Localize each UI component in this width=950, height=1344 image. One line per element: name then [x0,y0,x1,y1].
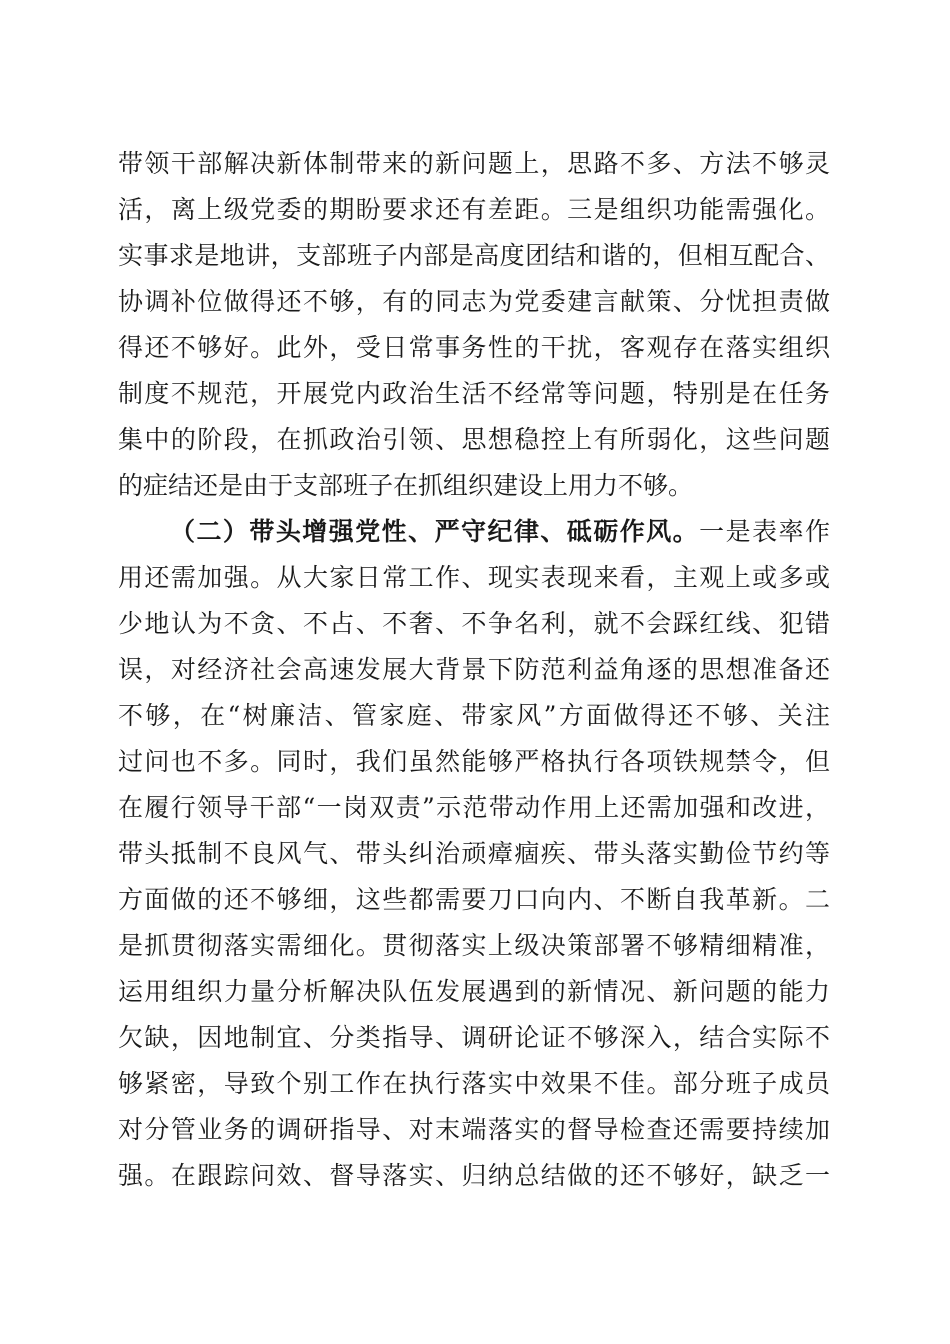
paragraph-party-discipline [118,509,830,1199]
document-body [118,141,830,1199]
text-line: 用还需加强。从大家日常工作、现实表现来看，主观上或多或 [118,563,830,592]
text-line: 欠缺，因地制宜、分类指导、调研论证不够深入，结合实际不 [118,1023,830,1052]
text-line-first [118,509,830,555]
text-line: 强。在跟踪问效、督导落实、归纳总结做的还不够好，缺乏一 [118,1161,830,1190]
paragraph-org-function [118,141,830,509]
section-heading: （二）带头增强党性、严守纪律、砥砺作风。 [170,517,700,546]
text-line: 活，离上级党委的期盼要求还有差距。三是组织功能需强化。 [118,195,830,224]
text-line: 运用组织力量分析解决队伍发展遇到的新情况、新问题的能力 [118,977,830,1006]
text-line: 在履行领导干部“一岗双责”示范带动作用上还需加强和改进， [118,793,830,822]
heading-trailing-text: 一是表率作 [699,517,830,546]
text-line: 过问也不多。同时，我们虽然能够严格执行各项铁规禁令，但 [118,747,830,776]
text-line: 带头抵制不良风气、带头纠治顽瘴痼疾、带头落实勤俭节约等 [118,839,830,868]
text-line: 少地认为不贪、不占、不奢、不争名利，就不会踩红线、犯错 [118,609,830,638]
text-line: 得还不够好。此外，受日常事务性的干扰，客观存在落实组织 [118,333,830,362]
text-line: 实事求是地讲，支部班子内部是高度团结和谐的，但相互配合、 [118,241,830,270]
text-line: 误，对经济社会高速发展大背景下防范利益角逐的思想准备还 [118,655,830,684]
text-line: 不够，在“树廉洁、管家庭、带家风”方面做得还不够、关注 [118,701,830,730]
text-line: 够紧密，导致个别工作在执行落实中效果不佳。部分班子成员 [118,1069,830,1098]
text-line: 带领干部解决新体制带来的新问题上，思路不多、方法不够灵 [118,149,830,178]
text-line: 方面做的还不够细，这些都需要刀口向内、不断自我革新。二 [118,885,830,914]
text-line: 对分管业务的调研指导、对末端落实的督导检查还需要持续加 [118,1115,830,1144]
text-line: 制度不规范，开展党内政治生活不经常等问题，特别是在任务 [118,379,830,408]
text-line: 协调补位做得还不够，有的同志为党委建言献策、分忧担责做 [118,287,830,316]
text-line: 集中的阶段，在抓政治引领、思想稳控上有所弱化，这些问题 [118,425,830,454]
text-line: 是抓贯彻落实需细化。贯彻落实上级决策部署不够精细精准， [118,931,830,960]
text-line: 的症结还是由于支部班子在抓组织建设上用力不够。 [118,471,694,500]
